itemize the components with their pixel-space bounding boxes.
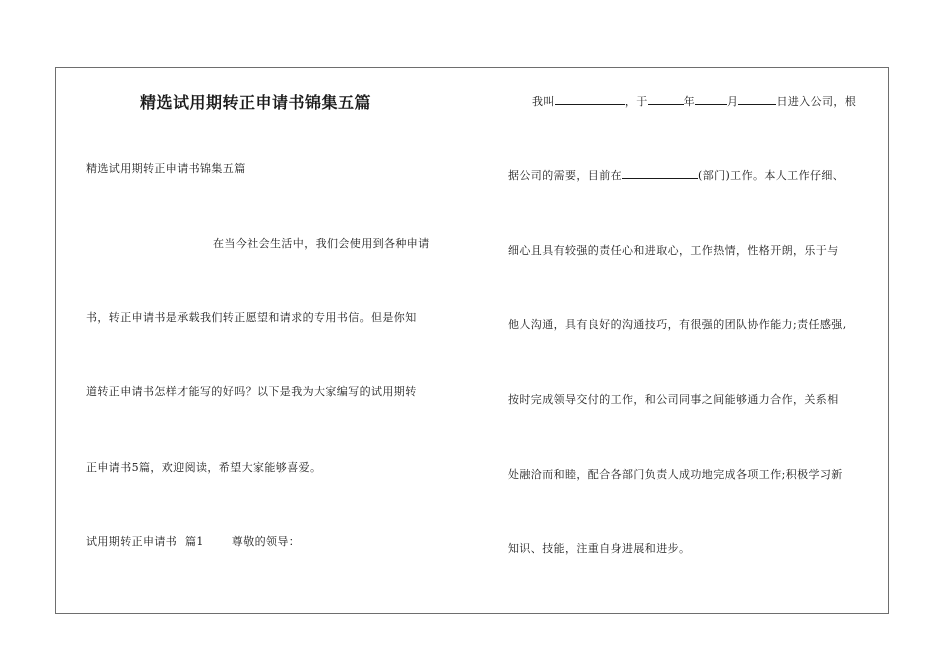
department-blank bbox=[622, 168, 698, 179]
intro-text: 日进入公司，根 bbox=[776, 95, 857, 108]
name-blank bbox=[555, 94, 625, 105]
subtitle-line: 精选试用期转正申请书锦集五篇 bbox=[86, 162, 246, 175]
intro-text: 年 bbox=[683, 95, 696, 108]
day-blank bbox=[738, 94, 776, 105]
intro-line bbox=[532, 93, 856, 109]
intro-text: 月 bbox=[727, 95, 739, 108]
paragraph-line: 正申请书5篇，欢迎阅读，希望大家能够喜爱。 bbox=[86, 461, 322, 474]
paragraph-line: 处融洽而和睦，配合各部门负责人成功地完成各项工作;积极学习新 bbox=[508, 468, 843, 481]
department-text: 据公司的需要，目前在 bbox=[508, 169, 622, 182]
month-blank bbox=[695, 94, 727, 105]
intro-text: ，于 bbox=[624, 95, 648, 108]
intro-text: 我叫 bbox=[532, 95, 555, 108]
section-heading-line bbox=[86, 533, 300, 549]
paragraph-line: 他人沟通，具有良好的沟通技巧，有很强的团队协作能力;责任感强, bbox=[508, 318, 847, 331]
paragraph-line: 道转正申请书怎样才能写的好吗？以下是我为大家编写的试用期转 bbox=[86, 385, 417, 398]
paragraph-line: 按时完成领导交付的工作，和公司同事之间能够通力合作，关系相 bbox=[508, 393, 839, 406]
document-title: 精选试用期转正申请书锦集五篇 bbox=[140, 93, 372, 112]
paragraph-line: 书，转正申请书是承载我们转正愿望和请求的专用书信。但是你知 bbox=[86, 311, 417, 324]
paragraph-line: 知识、技能，注重自身进展和进步。 bbox=[508, 542, 691, 555]
department-text: (部门)工作。本人工作仔细、 bbox=[698, 169, 845, 182]
page-frame bbox=[55, 67, 889, 614]
section-heading: 试用期转正申请书 篇1 bbox=[86, 535, 204, 548]
department-line bbox=[508, 167, 844, 183]
salutation: 尊敬的领导： bbox=[231, 535, 301, 548]
paragraph-line: 在当今社会生活中，我们会使用到各种申请 bbox=[213, 237, 430, 250]
paragraph-line: 细心且具有较强的责任心和进取心，工作热情，性格开朗，乐于与 bbox=[508, 244, 839, 257]
year-blank bbox=[648, 94, 684, 105]
